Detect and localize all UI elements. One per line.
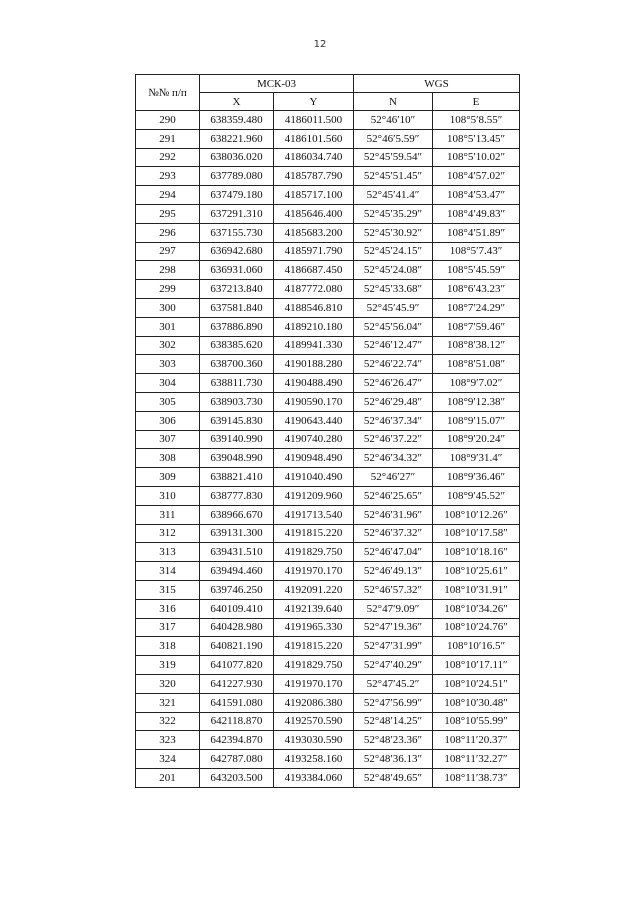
page-number: 12 [313, 39, 327, 50]
cell-y: 4191815.220 [274, 637, 354, 656]
table-row [136, 618, 520, 637]
header-y: Y [274, 93, 354, 111]
cell-point-number: 322 [136, 712, 200, 731]
table-row [136, 411, 520, 430]
header-e: E [433, 93, 520, 111]
cell-point-number: 321 [136, 693, 200, 712]
table-row [136, 355, 520, 374]
cell-y: 4185646.400 [274, 204, 354, 223]
cell-x: 636931.060 [200, 261, 274, 280]
cell-e: 108°9′36.46″ [433, 468, 520, 487]
cell-y: 4188546.810 [274, 298, 354, 317]
cell-x: 638359.480 [200, 111, 274, 130]
cell-n: 52°46′37.22″ [354, 430, 433, 449]
cell-point-number: 317 [136, 618, 200, 637]
cell-point-number: 292 [136, 148, 200, 167]
cell-e: 108°10′31.91″ [433, 580, 520, 599]
cell-y: 4189210.180 [274, 317, 354, 336]
cell-y: 4185787.790 [274, 167, 354, 186]
cell-n: 52°45′24.15″ [354, 242, 433, 261]
cell-e: 108°4′51.89″ [433, 223, 520, 242]
table-row [136, 298, 520, 317]
table-body [136, 111, 520, 788]
cell-e: 108°6′43.23″ [433, 280, 520, 299]
cell-x: 637789.080 [200, 167, 274, 186]
cell-e: 108°9′7.02″ [433, 374, 520, 393]
cell-x: 638811.730 [200, 374, 274, 393]
cell-y: 4192086.380 [274, 693, 354, 712]
cell-x: 639131.300 [200, 524, 274, 543]
cell-e: 108°5′10.02″ [433, 148, 520, 167]
cell-e: 108°10′24.51″ [433, 674, 520, 693]
cell-point-number: 314 [136, 562, 200, 581]
cell-n: 52°46′37.34″ [354, 411, 433, 430]
cell-y: 4191970.170 [274, 674, 354, 693]
cell-point-number: 318 [136, 637, 200, 656]
cell-x: 638903.730 [200, 392, 274, 411]
table-row [136, 562, 520, 581]
cell-n: 52°47′19.36″ [354, 618, 433, 637]
cell-point-number: 309 [136, 468, 200, 487]
cell-e: 108°10′16.5″ [433, 637, 520, 656]
cell-n: 52°46′47.04″ [354, 543, 433, 562]
cell-e: 108°4′57.02″ [433, 167, 520, 186]
table-row [136, 430, 520, 449]
cell-point-number: 297 [136, 242, 200, 261]
table-row [136, 280, 520, 299]
cell-point-number: 316 [136, 599, 200, 618]
table-row [136, 524, 520, 543]
table-row [136, 204, 520, 223]
cell-n: 52°46′26.47″ [354, 374, 433, 393]
table-row [136, 317, 520, 336]
cell-y: 4191209.960 [274, 486, 354, 505]
cell-e: 108°11′20.37″ [433, 731, 520, 750]
cell-e: 108°10′17.58″ [433, 524, 520, 543]
table-row [136, 374, 520, 393]
cell-x: 637886.890 [200, 317, 274, 336]
table-row [136, 731, 520, 750]
cell-n: 52°45′45.9″ [354, 298, 433, 317]
cell-point-number: 294 [136, 186, 200, 205]
cell-x: 642118.870 [200, 712, 274, 731]
table-row [136, 336, 520, 355]
table-row [136, 768, 520, 787]
cell-y: 4191815.220 [274, 524, 354, 543]
cell-y: 4186101.560 [274, 129, 354, 148]
cell-point-number: 300 [136, 298, 200, 317]
cell-x: 638036.020 [200, 148, 274, 167]
cell-point-number: 304 [136, 374, 200, 393]
cell-n: 52°46′29.48″ [354, 392, 433, 411]
cell-y: 4192139.640 [274, 599, 354, 618]
cell-x: 638966.670 [200, 505, 274, 524]
cell-e: 108°5′7.43″ [433, 242, 520, 261]
table-row [136, 449, 520, 468]
header-x: X [200, 93, 274, 111]
cell-n: 52°47′40.29″ [354, 656, 433, 675]
cell-n: 52°47′45.2″ [354, 674, 433, 693]
header-n: N [354, 93, 433, 111]
cell-n: 52°45′30.92″ [354, 223, 433, 242]
table-row [136, 693, 520, 712]
cell-e: 108°10′34.26″ [433, 599, 520, 618]
cell-point-number: 201 [136, 768, 200, 787]
cell-point-number: 320 [136, 674, 200, 693]
cell-e: 108°10′25.61″ [433, 562, 520, 581]
cell-point-number: 307 [136, 430, 200, 449]
cell-y: 4191713.540 [274, 505, 354, 524]
cell-n: 52°46′25.65″ [354, 486, 433, 505]
cell-e: 108°7′24.29″ [433, 298, 520, 317]
cell-y: 4192091.220 [274, 580, 354, 599]
table-row [136, 599, 520, 618]
cell-x: 640428.980 [200, 618, 274, 637]
cell-n: 52°46′57.32″ [354, 580, 433, 599]
cell-n: 52°46′37.32″ [354, 524, 433, 543]
cell-x: 638700.360 [200, 355, 274, 374]
cell-y: 4185971.790 [274, 242, 354, 261]
cell-x: 640821.190 [200, 637, 274, 656]
cell-n: 52°46′31.96″ [354, 505, 433, 524]
cell-point-number: 298 [136, 261, 200, 280]
cell-n: 52°46′10″ [354, 111, 433, 130]
cell-x: 636942.680 [200, 242, 274, 261]
cell-y: 4190948.490 [274, 449, 354, 468]
cell-x: 643203.500 [200, 768, 274, 787]
cell-n: 52°47′9.09″ [354, 599, 433, 618]
cell-point-number: 293 [136, 167, 200, 186]
cell-point-number: 315 [136, 580, 200, 599]
table-row [136, 486, 520, 505]
cell-e: 108°9′31.4″ [433, 449, 520, 468]
table-row [136, 167, 520, 186]
cell-y: 4190740.280 [274, 430, 354, 449]
cell-point-number: 311 [136, 505, 200, 524]
cell-e: 108°10′12.26″ [433, 505, 520, 524]
cell-y: 4191965.330 [274, 618, 354, 637]
table-row [136, 674, 520, 693]
table-row [136, 242, 520, 261]
cell-point-number: 302 [136, 336, 200, 355]
cell-point-number: 303 [136, 355, 200, 374]
cell-e: 108°9′20.24″ [433, 430, 520, 449]
cell-point-number: 301 [136, 317, 200, 336]
cell-y: 4185683.200 [274, 223, 354, 242]
cell-e: 108°4′49.83″ [433, 204, 520, 223]
cell-n: 52°46′12.47″ [354, 336, 433, 355]
table-row [136, 223, 520, 242]
cell-x: 639746.250 [200, 580, 274, 599]
cell-y: 4193258.160 [274, 750, 354, 769]
cell-y: 4186687.450 [274, 261, 354, 280]
cell-x: 638777.830 [200, 486, 274, 505]
cell-n: 52°47′31.99″ [354, 637, 433, 656]
cell-point-number: 319 [136, 656, 200, 675]
cell-n: 52°45′24.08″ [354, 261, 433, 280]
cell-x: 638221.960 [200, 129, 274, 148]
cell-y: 4192570.590 [274, 712, 354, 731]
cell-y: 4193030.590 [274, 731, 354, 750]
cell-y: 4186034.740 [274, 148, 354, 167]
cell-n: 52°46′22.74″ [354, 355, 433, 374]
cell-x: 638385.620 [200, 336, 274, 355]
cell-e: 108°8′38.12″ [433, 336, 520, 355]
table-row [136, 111, 520, 130]
cell-n: 52°45′59.54″ [354, 148, 433, 167]
cell-y: 4190188.280 [274, 355, 354, 374]
cell-e: 108°5′13.45″ [433, 129, 520, 148]
header-wgs: WGS [354, 75, 520, 93]
cell-point-number: 296 [136, 223, 200, 242]
cell-x: 639048.990 [200, 449, 274, 468]
cell-point-number: 313 [136, 543, 200, 562]
cell-x: 637155.730 [200, 223, 274, 242]
cell-x: 641077.820 [200, 656, 274, 675]
cell-y: 4191829.750 [274, 656, 354, 675]
cell-n: 52°45′51.45″ [354, 167, 433, 186]
cell-y: 4191040.490 [274, 468, 354, 487]
cell-e: 108°8′51.08″ [433, 355, 520, 374]
cell-point-number: 324 [136, 750, 200, 769]
cell-e: 108°5′45.59″ [433, 261, 520, 280]
header-msk03: МСК-03 [200, 75, 354, 93]
cell-e: 108°10′55.99″ [433, 712, 520, 731]
cell-y: 4193384.060 [274, 768, 354, 787]
cell-y: 4189941.330 [274, 336, 354, 355]
cell-point-number: 295 [136, 204, 200, 223]
cell-x: 637291.310 [200, 204, 274, 223]
cell-x: 639140.990 [200, 430, 274, 449]
cell-x: 640109.410 [200, 599, 274, 618]
table-row [136, 148, 520, 167]
cell-n: 52°46′34.32″ [354, 449, 433, 468]
cell-n: 52°48′36.13″ [354, 750, 433, 769]
cell-x: 642787.080 [200, 750, 274, 769]
cell-y: 4190488.490 [274, 374, 354, 393]
cell-e: 108°9′15.07″ [433, 411, 520, 430]
cell-e: 108°5′8.55″ [433, 111, 520, 130]
table-row [136, 580, 520, 599]
cell-e: 108°10′30.48″ [433, 693, 520, 712]
cell-e: 108°11′38.73″ [433, 768, 520, 787]
table-row [136, 750, 520, 769]
cell-y: 4185717.100 [274, 186, 354, 205]
cell-point-number: 308 [136, 449, 200, 468]
cell-e: 108°7′59.46″ [433, 317, 520, 336]
cell-n: 52°48′23.36″ [354, 731, 433, 750]
cell-y: 4187772.080 [274, 280, 354, 299]
cell-e: 108°4′53.47″ [433, 186, 520, 205]
cell-point-number: 305 [136, 392, 200, 411]
cell-point-number: 312 [136, 524, 200, 543]
cell-x: 639431.510 [200, 543, 274, 562]
cell-point-number: 291 [136, 129, 200, 148]
cell-n: 52°46′27″ [354, 468, 433, 487]
cell-x: 641227.930 [200, 674, 274, 693]
cell-point-number: 323 [136, 731, 200, 750]
cell-n: 52°45′56.04″ [354, 317, 433, 336]
table-row [136, 656, 520, 675]
cell-n: 52°45′41.4″ [354, 186, 433, 205]
cell-e: 108°11′32.27″ [433, 750, 520, 769]
cell-e: 108°10′17.11″ [433, 656, 520, 675]
cell-n: 52°45′35.29″ [354, 204, 433, 223]
cell-point-number: 310 [136, 486, 200, 505]
cell-y: 4191970.170 [274, 562, 354, 581]
coordinates-table [135, 74, 520, 788]
cell-x: 639494.460 [200, 562, 274, 581]
cell-x: 638821.410 [200, 468, 274, 487]
cell-n: 52°46′49.13″ [354, 562, 433, 581]
table-row [136, 186, 520, 205]
cell-e: 108°9′12.38″ [433, 392, 520, 411]
table-row [136, 637, 520, 656]
cell-n: 52°48′14.25″ [354, 712, 433, 731]
table-row [136, 712, 520, 731]
cell-x: 637581.840 [200, 298, 274, 317]
cell-e: 108°10′18.16″ [433, 543, 520, 562]
cell-point-number: 306 [136, 411, 200, 430]
cell-n: 52°48′49.65″ [354, 768, 433, 787]
table-row [136, 505, 520, 524]
cell-point-number: 299 [136, 280, 200, 299]
table-row [136, 392, 520, 411]
header-point-number: №№ п/п [136, 75, 200, 111]
cell-e: 108°10′24.76″ [433, 618, 520, 637]
cell-e: 108°9′45.52″ [433, 486, 520, 505]
cell-n: 52°46′5.59″ [354, 129, 433, 148]
cell-y: 4190643.440 [274, 411, 354, 430]
table-row [136, 261, 520, 280]
table-row [136, 129, 520, 148]
cell-x: 637213.840 [200, 280, 274, 299]
table-row [136, 543, 520, 562]
cell-n: 52°47′56.99″ [354, 693, 433, 712]
cell-y: 4191829.750 [274, 543, 354, 562]
cell-y: 4190590.170 [274, 392, 354, 411]
table-row [136, 468, 520, 487]
cell-n: 52°45′33.68″ [354, 280, 433, 299]
cell-x: 637479.180 [200, 186, 274, 205]
cell-point-number: 290 [136, 111, 200, 130]
cell-x: 642394.870 [200, 731, 274, 750]
cell-x: 639145.830 [200, 411, 274, 430]
cell-y: 4186011.500 [274, 111, 354, 130]
cell-x: 641591.080 [200, 693, 274, 712]
